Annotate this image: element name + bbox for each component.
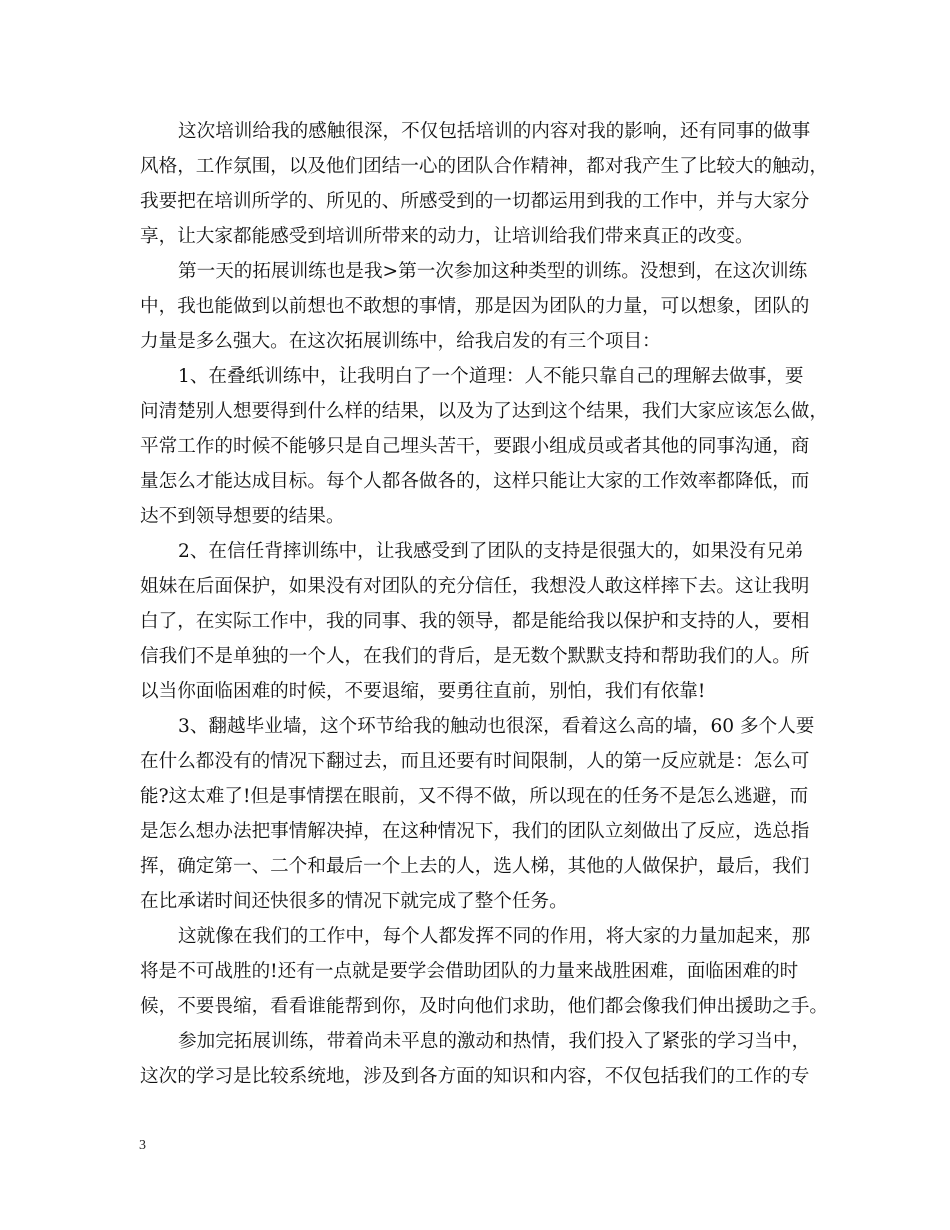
paragraph-first-line: 这次培训给我的感触很深，不仅包括培训的内容对我的影响，还有同事的做事 xyxy=(178,121,811,142)
paragraph-line: 享，让大家都能感受到培训所带来的动力，让培训给我们带来真正的改变。 xyxy=(140,226,754,247)
paragraph-line: 候，不要畏缩，看看谁能帮到你，及时向他们求助，他们都会像我们伸出援助之手。 xyxy=(140,996,828,1017)
paragraph-line: 力量是多么强大。在这次拓展训练中，给我启发的有三个项目： xyxy=(140,331,661,352)
paragraph-line: 量怎么才能达成目标。每个人都各做各的，这样只能让大家的工作效率都降低，而 xyxy=(140,471,810,492)
paragraph-line: 平常工作的时候不能够只是自己埋头苦干，要跟小组成员或者其他的同事沟通，商 xyxy=(140,436,810,457)
paragraph-line: 达不到领导想要的结果。 xyxy=(140,506,345,527)
paragraph-line: 以当你面临困难的时候，不要退缩，要勇往直前，别怕，我们有依靠! xyxy=(140,681,706,702)
paragraph-line: 在什么都没有的情况下翻过去，而且还要有时间限制，人的第一反应就是：怎么可 xyxy=(140,751,810,772)
paragraph-line: 问清楚别人想要得到什么样的结果，以及为了达到这个结果，我们大家应该怎么做， xyxy=(140,401,828,422)
paragraph-line: 中，我也能做到以前想也不敢想的事情，那是因为团队的力量，可以想象，团队的 xyxy=(140,296,810,317)
paragraph-line: 挥，确定第一、二个和最后一个上去的人，选人梯，其他的人做保护，最后，我们 xyxy=(140,856,810,877)
paragraph-line: 在比承诺时间还快很多的情况下就完成了整个任务。 xyxy=(140,891,568,912)
paragraph-first-line: 参加完拓展训练，带着尚未平息的激动和热情，我们投入了紧张的学习当中， xyxy=(178,1031,811,1052)
paragraph-line: 白了，在实际工作中，我的同事、我的领导，都是能给我以保护和支持的人，要相 xyxy=(140,611,810,632)
paragraph-first-line: 2、在信任背摔训练中，让我感受到了团队的支持是很强大的，如果没有兄弟 xyxy=(178,541,804,562)
paragraph-line: 信我们不是单独的一个人，在我们的背后，是无数个默默支持和帮助我们的人。所 xyxy=(140,646,810,667)
body-text xyxy=(140,114,830,1094)
paragraph-line: 这次的学习是比较系统地，涉及到各方面的知识和内容，不仅包括我们的工作的专 xyxy=(140,1066,810,1087)
paragraph-first-line: 1、在叠纸训练中，让我明白了一个道理：人不能只靠自己的理解去做事，要 xyxy=(178,366,804,387)
paragraph-line: 姐妹在后面保护，如果没有对团队的充分信任，我想没人敢这样摔下去。这让我明 xyxy=(140,576,810,597)
paragraph-line: 将是不可战胜的!还有一点就是要学会借助团队的力量来战胜困难，面临困难的时 xyxy=(140,961,799,982)
paragraph-line: 是怎么想办法把事情解决掉，在这种情况下，我们的团队立刻做出了反应，选总指 xyxy=(140,821,810,842)
paragraph-first-line: 这就像在我们的工作中，每个人都发挥不同的作用，将大家的力量加起来，那 xyxy=(178,926,811,947)
paragraph-first-line: 3、翻越毕业墙，这个环节给我的触动也很深，看着这么高的墙，60 多个人要 xyxy=(178,716,815,737)
paragraph-line: 风格，工作氛围，以及他们团结一心的团队合作精神，都对我产生了比较大的触动， xyxy=(140,156,828,177)
paragraph-first-line: 第一天的拓展训练也是我>第一次参加这种类型的训练。没想到，在这次训练 xyxy=(178,261,808,282)
paragraph-line: 能?这太难了!但是事情摆在眼前，又不得不做，所以现在的任务不是怎么逃避，而 xyxy=(140,786,809,807)
paragraph-line: 我要把在培训所学的、所见的、所感受到的一切都运用到我的工作中，并与大家分 xyxy=(140,191,810,212)
page-number: 3 xyxy=(139,1138,146,1153)
